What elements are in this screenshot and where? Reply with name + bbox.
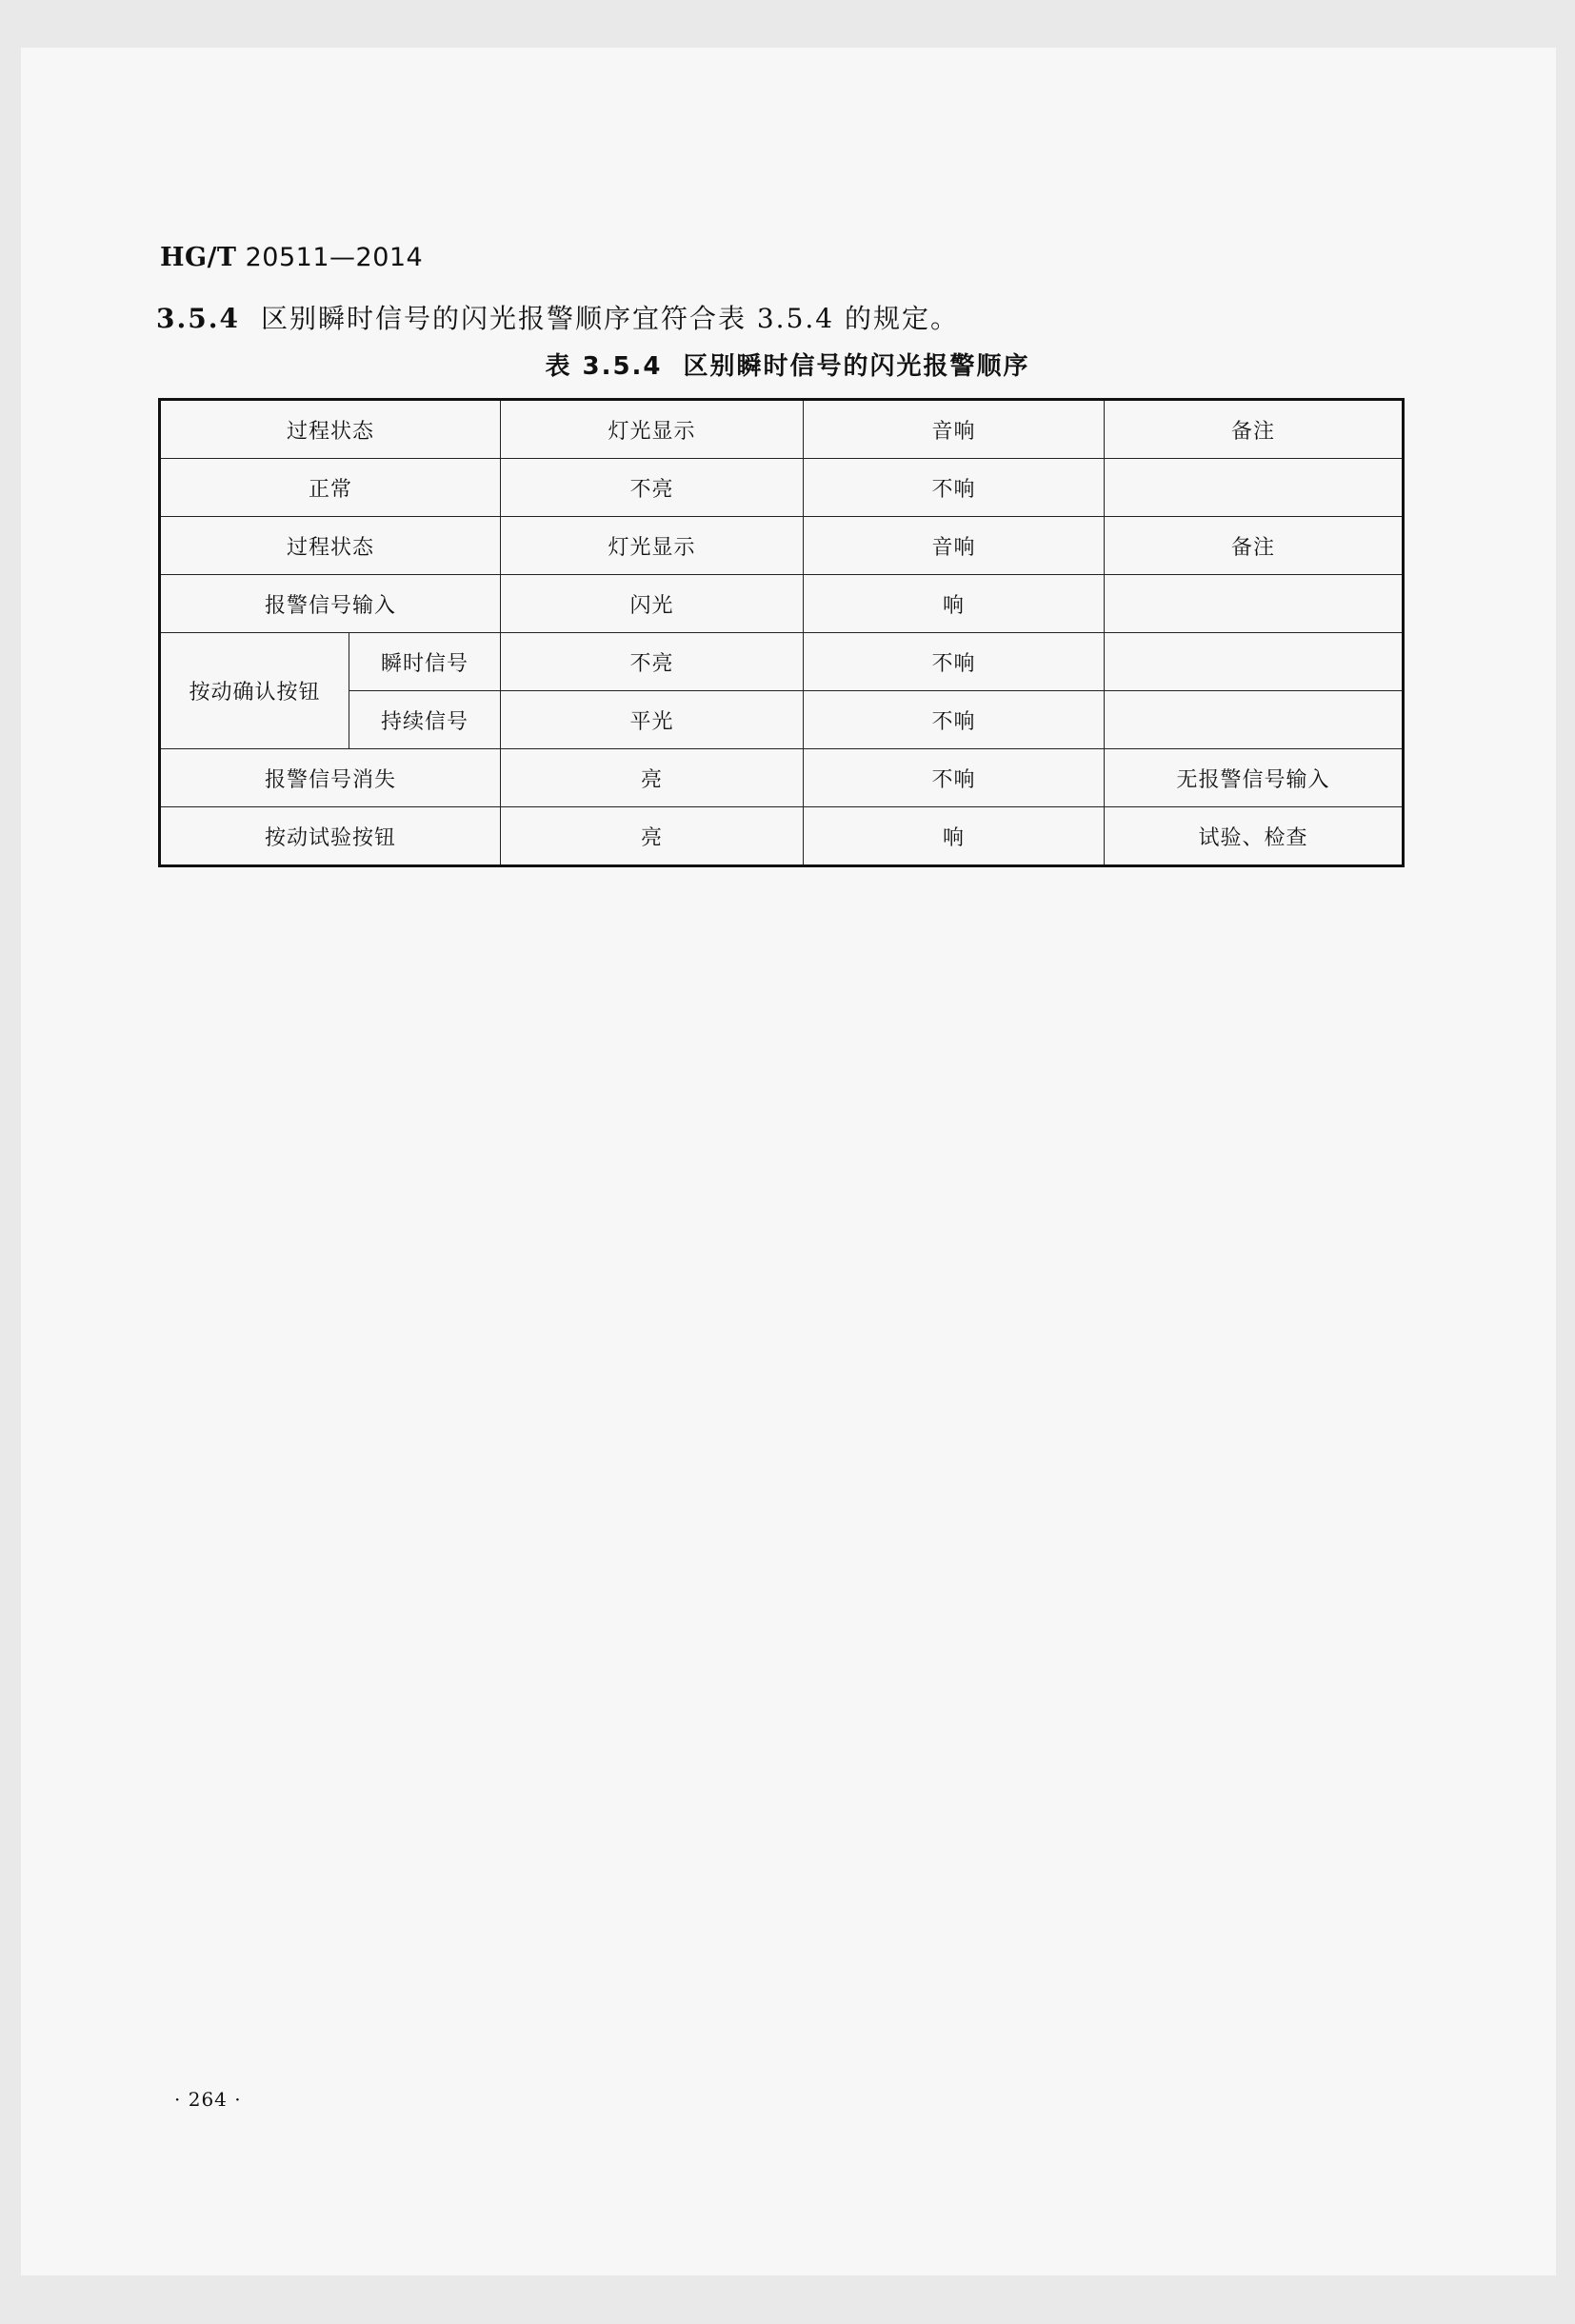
table-row [160, 459, 1404, 517]
column-header-sound: 音响 [804, 400, 1105, 459]
standard-code [160, 243, 423, 272]
cell-light: 不亮 [501, 633, 804, 691]
table-caption-title: 区别瞬时信号的闪光报警顺序 [683, 352, 1030, 381]
clause-paragraph [156, 298, 959, 336]
cell-substate: 持续信号 [349, 691, 501, 749]
standard-code-prefix: HG/T [160, 243, 237, 272]
standard-code-number: 20511—2014 [245, 243, 424, 272]
cell-sound: 不响 [804, 749, 1105, 807]
cell-sound: 响 [804, 807, 1105, 866]
cell-light: 亮 [501, 749, 804, 807]
cell-state: 报警信号消失 [160, 749, 501, 807]
cell-light: 灯光显示 [501, 517, 804, 575]
cell-note [1105, 633, 1404, 691]
cell-light: 闪光 [501, 575, 804, 633]
cell-light: 不亮 [501, 459, 804, 517]
cell-light: 亮 [501, 807, 804, 866]
cell-state: 报警信号输入 [160, 575, 501, 633]
table-row [160, 807, 1404, 866]
cell-note [1105, 691, 1404, 749]
alarm-sequence-table [158, 398, 1405, 867]
cell-sound: 响 [804, 575, 1105, 633]
table-caption [0, 347, 1575, 382]
column-header-state: 过程状态 [160, 400, 501, 459]
cell-light: 平光 [501, 691, 804, 749]
cell-sound: 音响 [804, 517, 1105, 575]
cell-state: 过程状态 [160, 517, 501, 575]
cell-note [1105, 459, 1404, 517]
clause-text: 区别瞬时信号的闪光报警顺序宜符合表 3.5.4 的规定。 [260, 303, 960, 334]
table-caption-number: 表 3.5.4 [545, 352, 663, 381]
cell-note: 备注 [1105, 517, 1404, 575]
cell-sound: 不响 [804, 633, 1105, 691]
cell-sound: 不响 [804, 459, 1105, 517]
page-number: · 264 · [174, 2088, 242, 2111]
cell-state: 按动试验按钮 [160, 807, 501, 866]
cell-state-group: 按动确认按钮 [160, 633, 349, 749]
table-row [160, 633, 1404, 691]
cell-state: 正常 [160, 459, 501, 517]
cell-note [1105, 575, 1404, 633]
column-header-light: 灯光显示 [501, 400, 804, 459]
cell-note: 试验、检查 [1105, 807, 1404, 866]
cell-note: 无报警信号输入 [1105, 749, 1404, 807]
column-header-note: 备注 [1105, 400, 1404, 459]
table-row [160, 575, 1404, 633]
document-page [21, 48, 1556, 2275]
cell-substate: 瞬时信号 [349, 633, 501, 691]
table-header-row [160, 400, 1404, 459]
table-row [160, 517, 1404, 575]
clause-number: 3.5.4 [156, 303, 240, 334]
table-row [160, 749, 1404, 807]
cell-sound: 不响 [804, 691, 1105, 749]
